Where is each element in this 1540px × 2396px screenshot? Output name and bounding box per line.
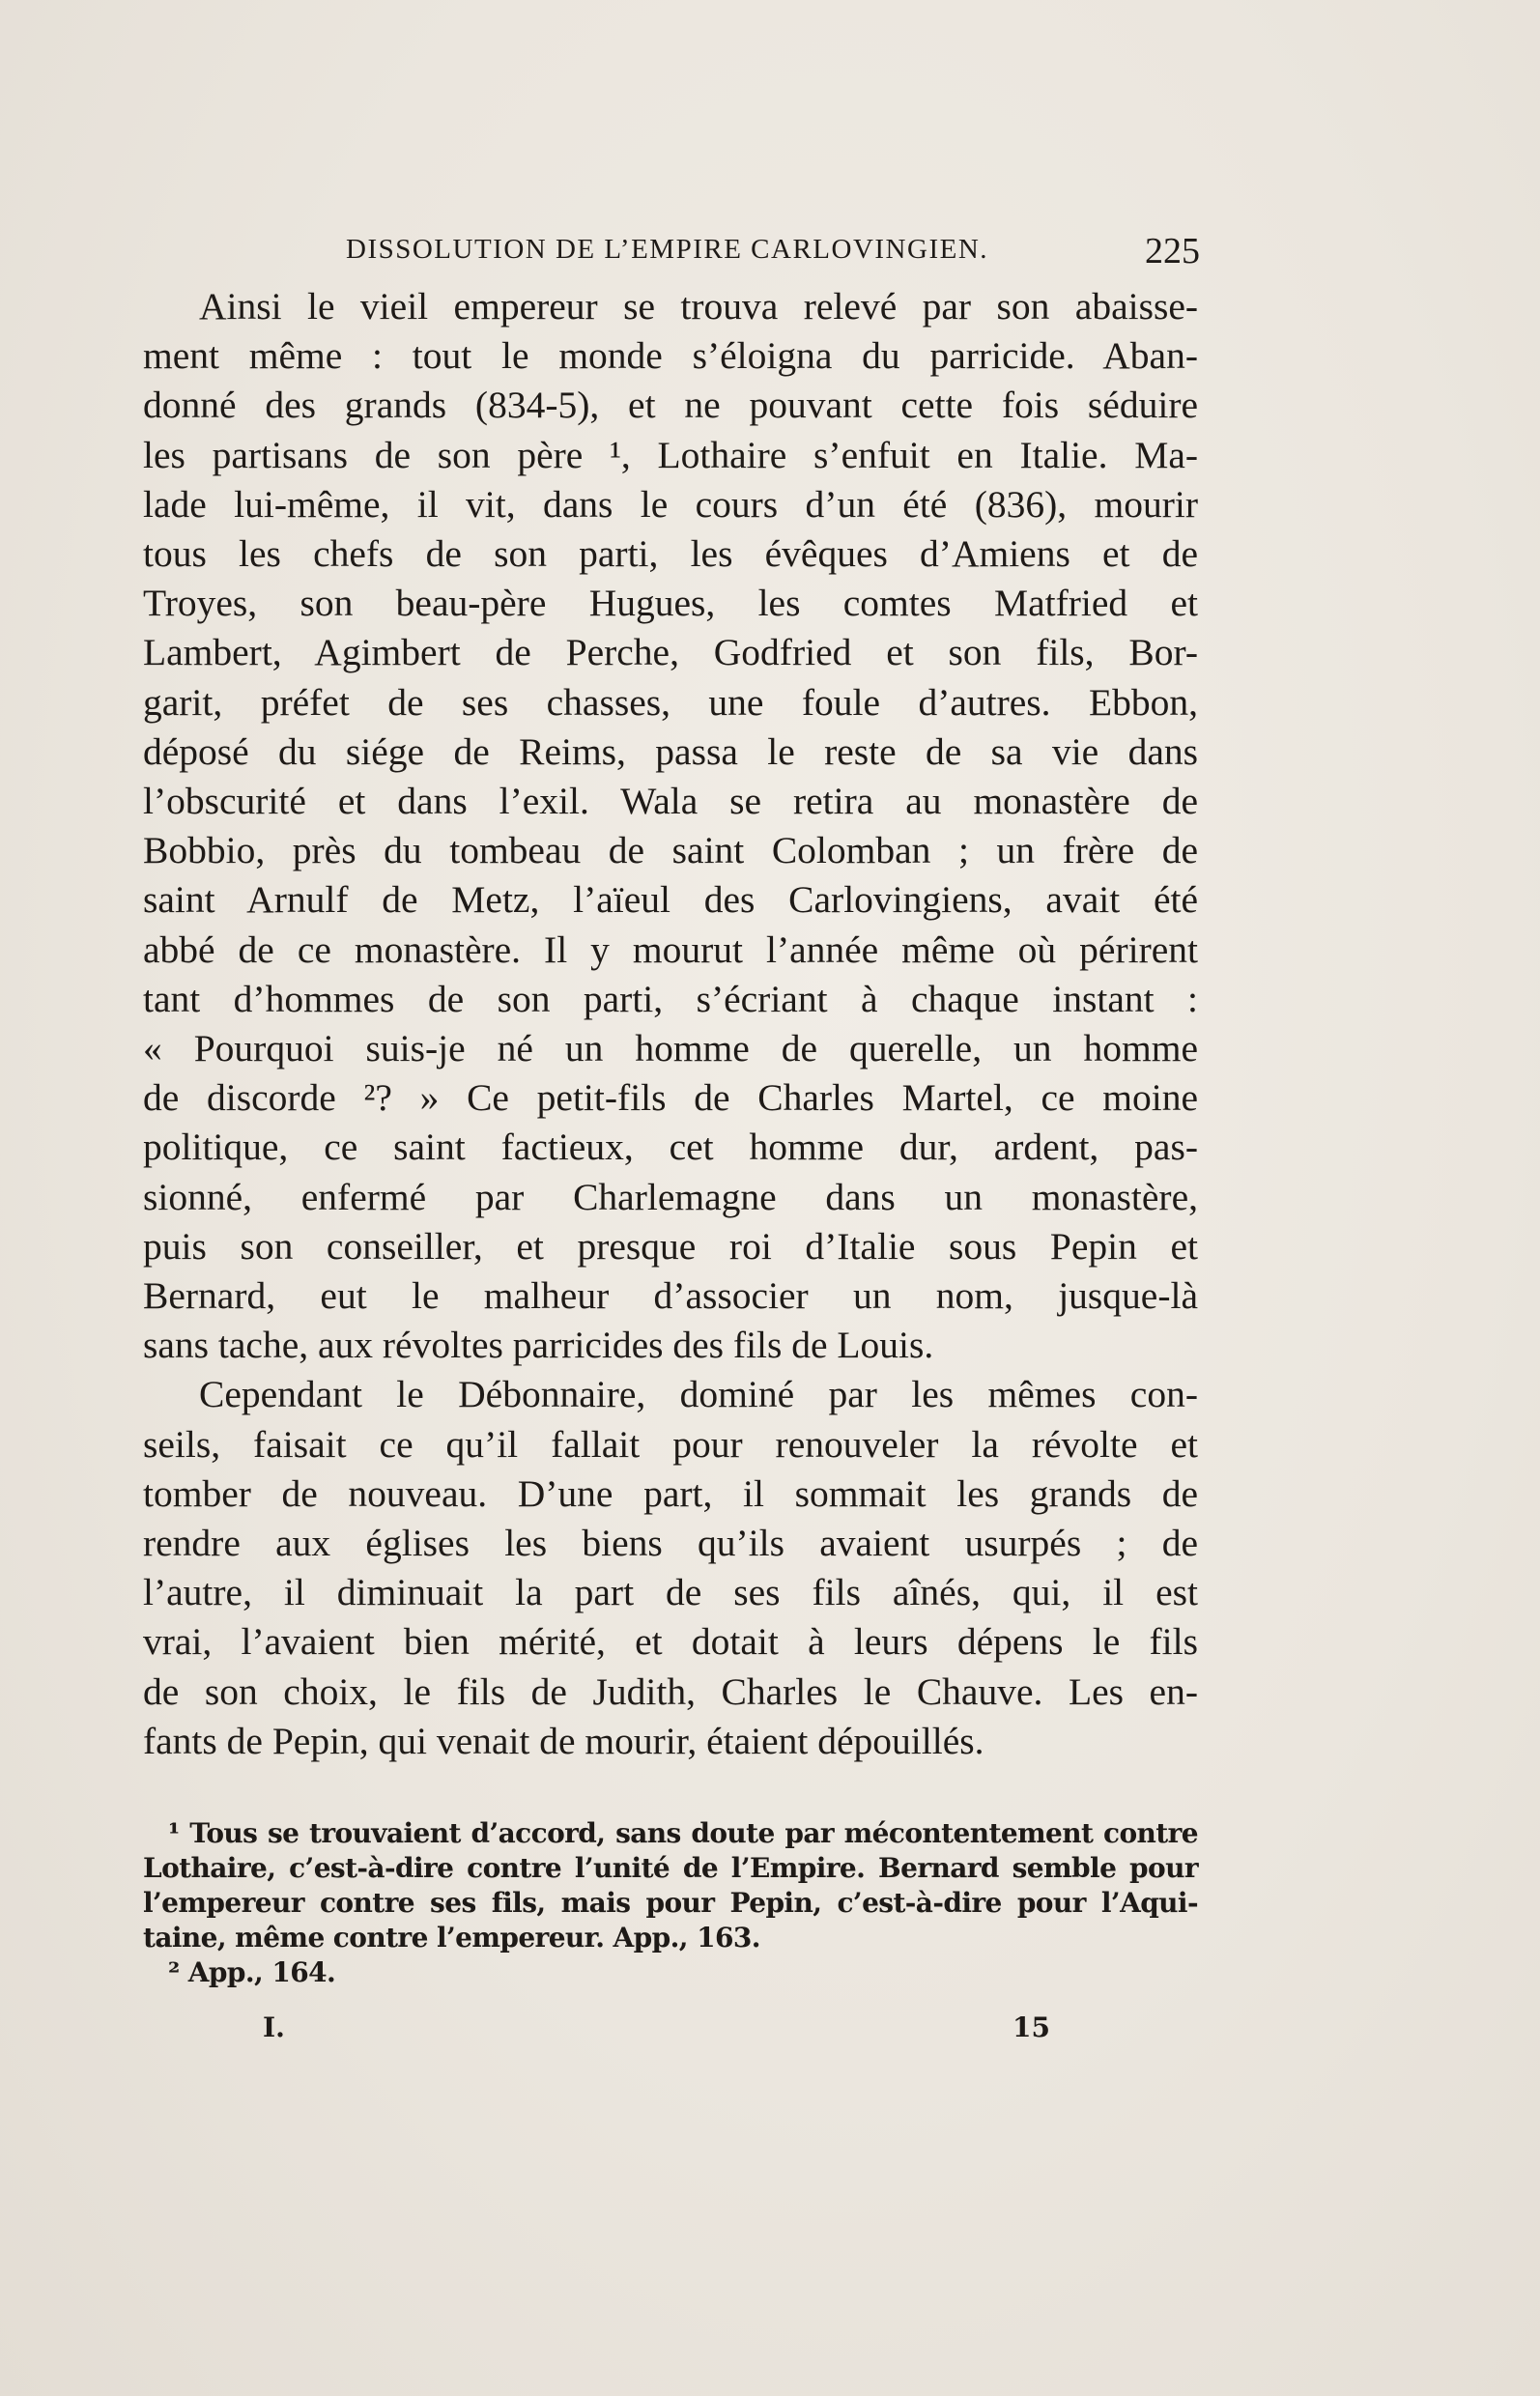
page-number: 225 <box>1145 231 1200 271</box>
text-line: les partisans de son père ¹, Lothaire s’enfuit en Italie. Ma- <box>143 433 1198 476</box>
text-line: Cependant le Débonnaire, dominé par les mêmes con- <box>199 1373 1198 1416</box>
text-line: fants de Pepin, qui venait de mourir, étaient dépouillés. <box>143 1719 984 1762</box>
running-head-title: DISSOLUTION DE L’EMPIRE CARLOVINGIEN. <box>346 234 989 265</box>
footnote-line: ¹ Tous se trouvaient d’accord, sans doute par mécontentement contre <box>168 1817 1198 1850</box>
text-line: l’autre, il diminuait la part de ses fils aînés, qui, il est <box>143 1571 1198 1614</box>
text-line: saint Arnulf de Metz, l’aïeul des Carlovingiens, avait été <box>143 878 1198 922</box>
text-line: de discorde ²? » Ce petit-fils de Charles Martel, ce moine <box>143 1076 1198 1120</box>
text-line: Bernard, eut le malheur d’associer un nom, jusque-là <box>143 1274 1198 1318</box>
signature-mark-left: I. <box>263 2011 285 2044</box>
book-page <box>143 224 1198 2052</box>
text-line: tomber de nouveau. D’une part, il sommait les grands de <box>143 1471 1198 1515</box>
text-line: ment même : tout le monde s’éloigna du parricide. Aban- <box>143 334 1198 378</box>
text-line: tous les chefs de son parti, les évêques d’Amiens et de <box>143 532 1198 576</box>
footnote-line: Lothaire, c’est-à-dire contre l’unité de l’Empire. Bernard semble pour <box>143 1852 1198 1885</box>
text-line: lade lui-même, il vit, dans le cours d’un été (836), mourir <box>143 482 1198 526</box>
text-line: Troyes, son beau-père Hugues, les comtes Matfried et <box>143 582 1198 625</box>
page-footer <box>143 2004 1198 2052</box>
text-line: sionné, enfermé par Charlemagne dans un monastère, <box>143 1175 1198 1218</box>
footnotes <box>143 1816 1198 1990</box>
text-line: donné des grands (834-5), et ne pouvant cette fois séduire <box>143 384 1198 427</box>
running-head <box>143 224 1198 282</box>
text-line: Ainsi le vieil empereur se trouva relevé par son abaisse- <box>199 285 1198 328</box>
text-line: garit, préfet de ses chasses, une foule d’autres. Ebbon, <box>143 680 1198 724</box>
paragraph-2 <box>143 1370 1198 1766</box>
text-line: tant d’hommes de son parti, s’écriant à chaque instant : <box>143 977 1198 1020</box>
text-line: « Pourquoi suis-je né un homme de querelle, un homme <box>143 1027 1198 1070</box>
text-line: rendre aux églises les biens qu’ils avaient usurpés ; de <box>143 1522 1198 1565</box>
footnote-line: taine, même contre l’empereur. App., 163. <box>143 1922 760 1954</box>
text-line: vrai, l’avaient bien mérité, et dotait à leurs dépens le fils <box>143 1620 1198 1664</box>
text-line: Bobbio, près du tombeau de saint Colomban ; un frère de <box>143 829 1198 872</box>
text-line: sans tache, aux révoltes parricides des fils de Louis. <box>143 1324 934 1367</box>
text-line: seils, faisait ce qu’il fallait pour renouveler la révolte et <box>143 1422 1198 1466</box>
body-text <box>143 282 1198 1766</box>
text-line: puis son conseiller, et presque roi d’Italie sous Pepin et <box>143 1224 1198 1268</box>
signature-mark-right: 15 <box>1012 2011 1050 2044</box>
footnote-line: ² App., 164. <box>168 1956 336 1989</box>
footnote-line: l’empereur contre ses fils, mais pour Pepin, c’est-à-dire pour l’Aqui- <box>143 1887 1198 1920</box>
text-line: l’obscurité et dans l’exil. Wala se retira au monastère de <box>143 780 1198 823</box>
text-line: déposé du siége de Reims, passa le reste de sa vie dans <box>143 729 1198 773</box>
text-line: de son choix, le fils de Judith, Charles le Chauve. Les en- <box>143 1669 1198 1713</box>
paragraph-1 <box>143 282 1198 1370</box>
text-line: Lambert, Agimbert de Perche, Godfried et son fils, Bor- <box>143 631 1198 674</box>
text-line: politique, ce saint factieux, cet homme dur, ardent, pas- <box>143 1126 1198 1169</box>
text-line: abbé de ce monastère. Il y mourut l’année même où périrent <box>143 927 1198 971</box>
